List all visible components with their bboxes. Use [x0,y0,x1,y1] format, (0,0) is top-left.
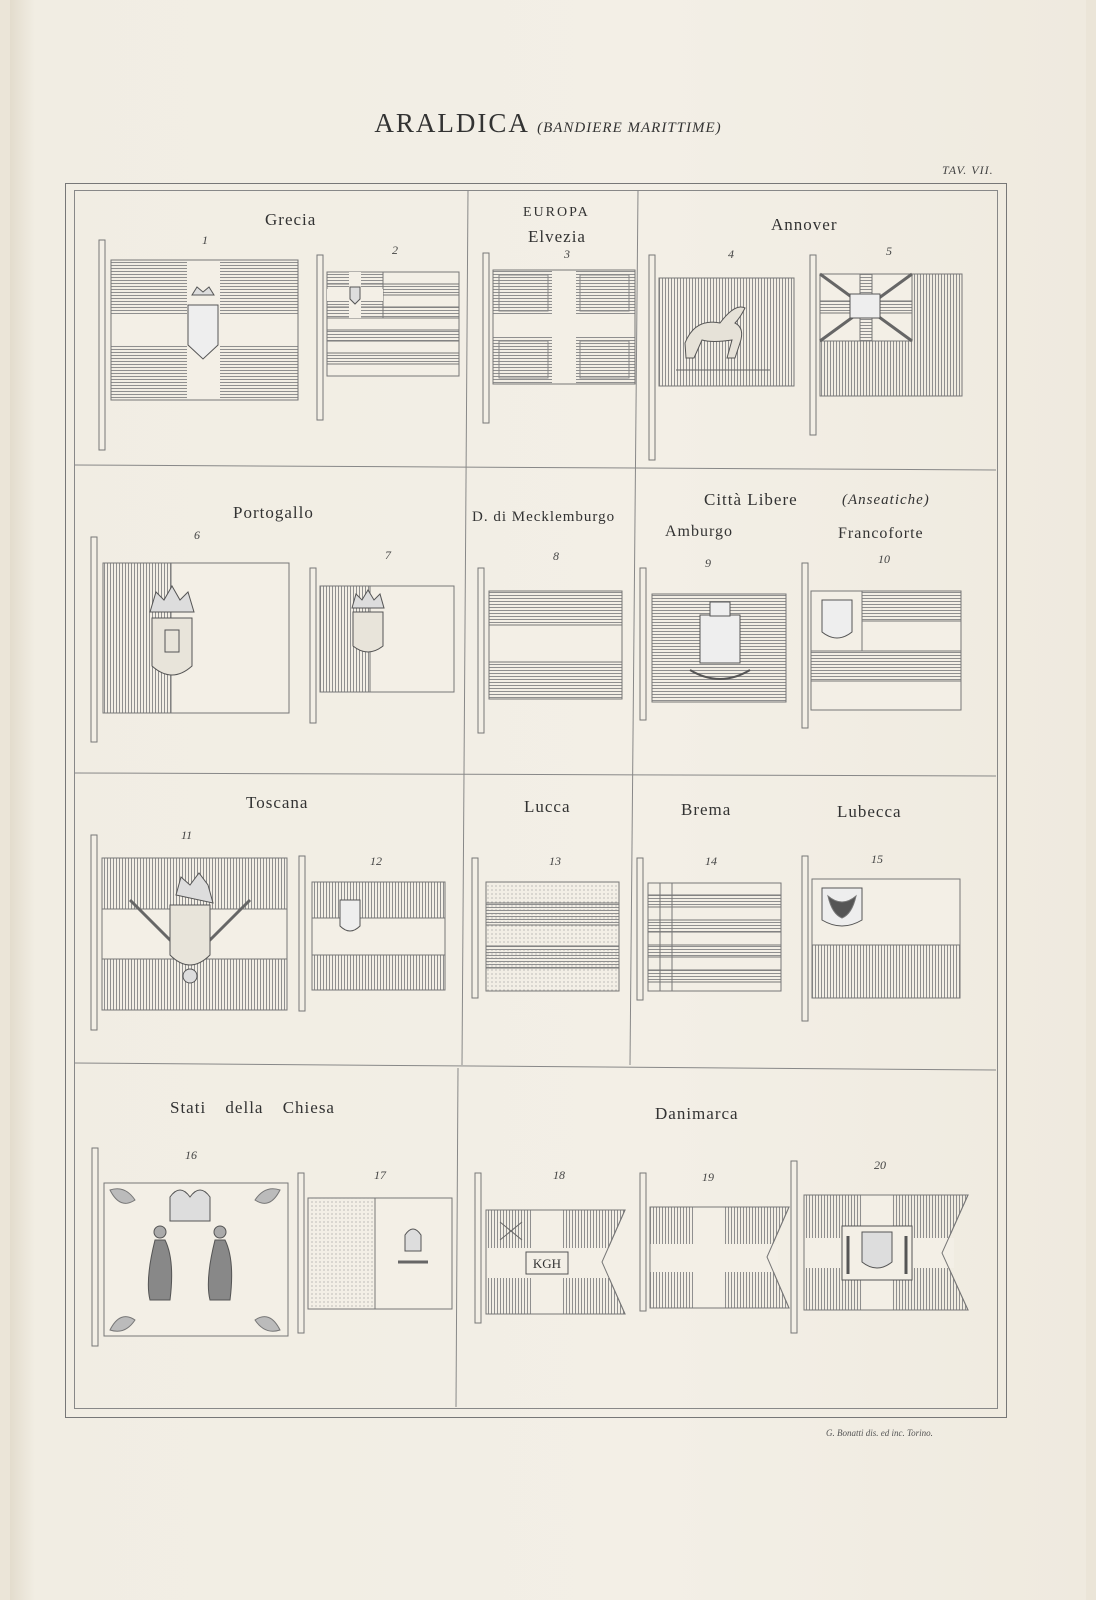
flag-2 [327,272,459,376]
label-annover: Annover [771,215,838,234]
flag-20 [804,1195,968,1310]
label-toscana: Toscana [246,793,309,812]
flag-number-2: 2 [392,243,398,257]
flag-1 [111,260,298,400]
flag-number-6: 6 [194,528,200,542]
label-brema: Brema [681,800,732,819]
label-francoforte: Francoforte [838,525,924,542]
plate-number: TAV. VII. [942,163,994,177]
flag-number-8: 8 [553,549,559,563]
flag-16 [104,1183,288,1336]
title-subtitle: (BANDIERE MARITTIME) [537,120,722,136]
label-amburgo: Amburgo [665,523,734,540]
flag-number-10: 10 [878,552,890,566]
flag-number-19: 19 [702,1170,714,1184]
label-danimarca: Danimarca [655,1104,739,1123]
flag-15 [812,879,960,998]
flag-13 [486,882,619,991]
flag-9 [652,594,786,702]
flag-11 [102,858,287,1010]
flag-number-15: 15 [871,852,883,866]
flag-8 [489,591,622,699]
flag-number-7: 7 [385,548,391,562]
label-stati-chiesa: Stati della Chiesa [170,1098,335,1117]
flag-10 [811,591,961,710]
flag-12 [312,882,445,990]
label-citta-libere: Città Libere [704,490,798,509]
flag-number-3: 3 [564,247,570,261]
flag-number-13: 13 [549,854,561,868]
flag-number-18: 18 [553,1168,565,1182]
label-europa: EUROPA [523,205,590,220]
flag-number-12: 12 [370,854,382,868]
flag-18 [486,1210,625,1314]
flag-19 [650,1207,789,1308]
flag-number-1: 1 [202,233,208,247]
label-grecia: Grecia [265,210,317,229]
flag-number-5: 5 [886,244,892,258]
flag-number-11: 11 [181,828,193,842]
flag-6 [103,563,289,713]
flag-3 [493,270,635,384]
plate-page [10,0,1086,1600]
flag-number-9: 9 [705,556,711,570]
flag-7 [320,586,454,692]
flag-number-20: 20 [874,1158,886,1172]
label-mecklemburgo: D. di Mecklemburgo [472,509,616,525]
label-elvezia: Elvezia [528,227,586,246]
label-lucca: Lucca [524,797,571,816]
label-lubecca: Lubecca [837,802,902,821]
flag-number-16: 16 [185,1148,197,1162]
flag-number-17: 17 [374,1168,386,1182]
label-anseatiche: (Anseatiche) [842,492,930,508]
flag-4 [659,278,794,386]
flag-number-14: 14 [705,854,717,868]
engraver-credit: G. Bonatti dis. ed inc. Torino. [826,1428,933,1438]
flag-5 [820,274,962,396]
flag-18-letters: KGH [532,1256,562,1271]
flag-number-4: 4 [728,247,734,261]
label-portogallo: Portogallo [233,503,314,522]
title-main: ARALDICA [374,108,529,138]
flag-14 [648,883,781,991]
flag-17 [308,1198,452,1309]
